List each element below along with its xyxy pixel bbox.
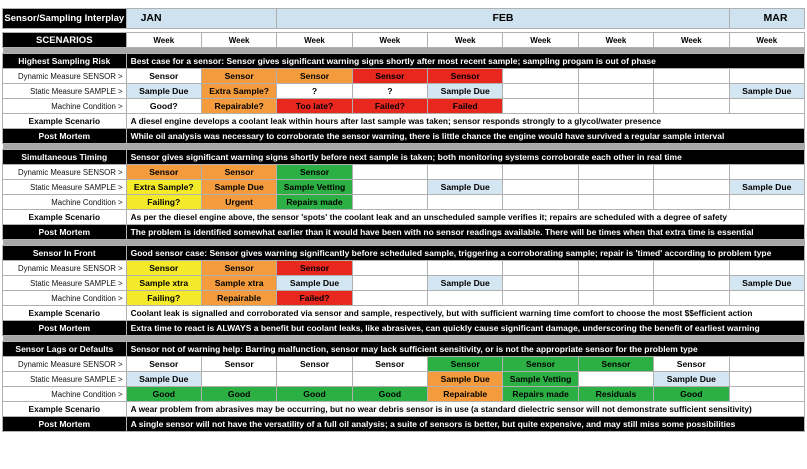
status-cell <box>578 372 653 387</box>
status-cell: Sample Due <box>126 84 201 99</box>
status-cell: ? <box>277 84 352 99</box>
dynamic-row <box>3 165 805 180</box>
section-title: Highest Sampling Risk <box>3 54 127 69</box>
status-cell <box>503 276 578 291</box>
status-cell: Sample xtra <box>201 276 276 291</box>
status-cell: Good <box>352 387 427 402</box>
static-row-label: Static Measure SAMPLE > <box>3 276 127 291</box>
section-title: Simultaneous Timing <box>3 150 127 165</box>
status-cell <box>578 165 653 180</box>
status-cell <box>654 165 729 180</box>
status-cell: Sample Due <box>729 84 804 99</box>
machine-row <box>3 291 805 306</box>
example-label: Example Scenario <box>3 402 127 417</box>
post-mortem-text: A single sensor will not have the versatility of a full oil analysis; a suite of sensors is better, but quite expensive, and may still miss some possibilities <box>126 417 804 432</box>
status-cell <box>578 99 653 114</box>
section-title: Sensor Lags or Defaults <box>3 342 127 357</box>
section-title-row <box>3 54 805 69</box>
status-cell: Sensor <box>578 357 653 372</box>
dynamic-row-label: Dynamic Measure SENSOR > <box>3 357 127 372</box>
status-cell: ? <box>352 84 427 99</box>
status-cell <box>428 261 503 276</box>
status-cell <box>654 276 729 291</box>
post-mortem-text: The problem is identified somewhat earlier than it would have been with no sensor readings available. There will be times when that extra time is essential <box>126 225 804 240</box>
static-row <box>3 276 805 291</box>
status-cell <box>729 372 804 387</box>
status-cell: Sample Vetting <box>277 180 352 195</box>
status-cell: Extra Sample? <box>201 84 276 99</box>
section-description: Best case for a sensor: Sensor gives significant warning signs shortly after most recent sample; sampling progam is out of phase <box>126 54 804 69</box>
status-cell: Good <box>201 387 276 402</box>
status-cell <box>503 291 578 306</box>
status-cell: Sample Vetting <box>503 372 578 387</box>
machine-row-label: Machine Condition > <box>3 99 127 114</box>
example-label: Example Scenario <box>3 306 127 321</box>
status-cell <box>578 84 653 99</box>
status-cell <box>503 69 578 84</box>
static-row <box>3 84 805 99</box>
section-title-row <box>3 246 805 261</box>
status-cell: Failed? <box>277 291 352 306</box>
status-cell <box>578 180 653 195</box>
status-cell: Good <box>277 387 352 402</box>
machine-row-label: Machine Condition > <box>3 387 127 402</box>
post-mortem-row <box>3 225 805 240</box>
status-cell <box>503 195 578 210</box>
status-cell: Sample Due <box>654 372 729 387</box>
static-row <box>3 372 805 387</box>
example-text: As per the diesel engine above, the sensor 'spots' the coolant leak and an unscheduled sample verifies it; repairs are scheduled with a degree of safety <box>126 210 804 225</box>
status-cell <box>578 291 653 306</box>
status-cell: Failed <box>428 99 503 114</box>
section-description: Good sensor case: Sensor gives warning significantly before scheduled sample, triggering a corroborating sample; repair is 'timed' according to problem type <box>126 246 804 261</box>
status-cell: Sensor <box>352 357 427 372</box>
status-cell <box>729 387 804 402</box>
status-cell: Sensor <box>277 165 352 180</box>
status-cell <box>729 195 804 210</box>
status-cell: Sensor <box>277 69 352 84</box>
example-row <box>3 114 805 129</box>
dynamic-row <box>3 261 805 276</box>
status-cell: Repairs made <box>277 195 352 210</box>
machine-row-label: Machine Condition > <box>3 291 127 306</box>
status-cell: Sensor <box>201 69 276 84</box>
post-mortem-text: Extra time to react is ALWAYS a benefit but coolant leaks, like abrasives, can quickly cause significant damage, underscoring the benefit of earliest warning <box>126 321 804 336</box>
week-label: Week <box>654 33 729 48</box>
example-row <box>3 306 805 321</box>
dynamic-row-label: Dynamic Measure SENSOR > <box>3 165 127 180</box>
status-cell <box>654 84 729 99</box>
status-cell: Sample Due <box>428 372 503 387</box>
status-cell: Sample Due <box>428 180 503 195</box>
static-row <box>3 180 805 195</box>
status-cell: Sensor <box>428 357 503 372</box>
status-cell <box>277 372 352 387</box>
status-cell <box>503 99 578 114</box>
status-cell: Sample Due <box>201 180 276 195</box>
status-cell <box>428 195 503 210</box>
sensor-sampling-grid <box>2 8 805 432</box>
scenarios-row <box>3 33 805 48</box>
status-cell: Residuals <box>578 387 653 402</box>
status-cell: Sensor <box>277 357 352 372</box>
status-cell: Good? <box>126 99 201 114</box>
machine-row <box>3 387 805 402</box>
static-row-label: Static Measure SAMPLE > <box>3 180 127 195</box>
month-jan: JAN <box>126 9 277 29</box>
status-cell: Urgent <box>201 195 276 210</box>
status-cell: Sample Due <box>729 276 804 291</box>
section-description: Sensor not of warning help: Barring malfunction, sensor may lack sufficient sensitivity, or is not the appropriate sensor for the problem type <box>126 342 804 357</box>
status-cell <box>503 261 578 276</box>
post-mortem-label: Post Mortem <box>3 417 127 432</box>
status-cell <box>428 165 503 180</box>
status-cell <box>503 180 578 195</box>
machine-row-label: Machine Condition > <box>3 195 127 210</box>
status-cell <box>428 291 503 306</box>
header-row <box>3 9 805 29</box>
table-title: Sensor/Sampling Interplay <box>3 9 127 29</box>
status-cell: Sensor <box>352 69 427 84</box>
static-row-label: Static Measure SAMPLE > <box>3 372 127 387</box>
status-cell <box>654 99 729 114</box>
post-mortem-label: Post Mortem <box>3 225 127 240</box>
example-row <box>3 402 805 417</box>
post-mortem-label: Post Mortem <box>3 321 127 336</box>
month-feb: FEB <box>277 9 729 29</box>
status-cell: Sensor <box>277 261 352 276</box>
status-cell: Sample Due <box>729 180 804 195</box>
post-mortem-label: Post Mortem <box>3 129 127 144</box>
status-cell: Sensor <box>201 261 276 276</box>
status-cell: Repairable <box>428 387 503 402</box>
example-row <box>3 210 805 225</box>
status-cell: Good <box>126 387 201 402</box>
status-cell <box>352 372 427 387</box>
status-cell: Sensor <box>428 69 503 84</box>
status-cell <box>729 165 804 180</box>
status-cell <box>352 276 427 291</box>
status-cell <box>729 291 804 306</box>
week-label: Week <box>729 33 804 48</box>
example-text: Coolant leak is signalled and corroborated via sensor and sample, respectively, but with sufficient warning time comfort to choose the most $$efficient action <box>126 306 804 321</box>
status-cell <box>352 165 427 180</box>
status-cell <box>352 180 427 195</box>
example-label: Example Scenario <box>3 210 127 225</box>
week-label: Week <box>277 33 352 48</box>
status-cell <box>729 357 804 372</box>
section-title-row <box>3 342 805 357</box>
status-cell: Failing? <box>126 195 201 210</box>
post-mortem-text: While oil analysis was necessary to corroborate the sensor warning, there is little chance the engine would have survived a regular sample interval <box>126 129 804 144</box>
status-cell: Sensor <box>201 165 276 180</box>
post-mortem-row <box>3 417 805 432</box>
status-cell: Too late? <box>277 99 352 114</box>
status-cell <box>729 69 804 84</box>
section-title: Sensor In Front <box>3 246 127 261</box>
example-text: A diesel engine develops a coolant leak within hours after last sample was taken; sensor responds strongly to a glycol/water presence <box>126 114 804 129</box>
status-cell: Sensor <box>126 69 201 84</box>
status-cell <box>654 195 729 210</box>
status-cell <box>654 69 729 84</box>
status-cell: Extra Sample? <box>126 180 201 195</box>
machine-row <box>3 99 805 114</box>
status-cell: Good <box>654 387 729 402</box>
dynamic-row <box>3 357 805 372</box>
section-title-row <box>3 150 805 165</box>
status-cell: Sensor <box>201 357 276 372</box>
status-cell <box>654 261 729 276</box>
status-cell: Failed? <box>352 99 427 114</box>
example-text: A wear problem from abrasives may be occurring, but no wear debris sensor is in use (a standard dielectric sensor will not demonstrate sufficient sensitivity) <box>126 402 804 417</box>
status-cell: Repairable <box>201 291 276 306</box>
dynamic-row-label: Dynamic Measure SENSOR > <box>3 69 127 84</box>
status-cell: Sample Due <box>126 372 201 387</box>
status-cell <box>729 261 804 276</box>
example-label: Example Scenario <box>3 114 127 129</box>
status-cell <box>654 180 729 195</box>
status-cell <box>503 84 578 99</box>
status-cell <box>201 372 276 387</box>
week-label: Week <box>352 33 427 48</box>
status-cell: Sample xtra <box>126 276 201 291</box>
status-cell: Sample Due <box>428 276 503 291</box>
status-cell <box>729 99 804 114</box>
status-cell <box>352 261 427 276</box>
status-cell: Sensor <box>126 261 201 276</box>
dynamic-row-label: Dynamic Measure SENSOR > <box>3 261 127 276</box>
status-cell <box>578 261 653 276</box>
status-cell <box>352 195 427 210</box>
status-cell: Sample Due <box>277 276 352 291</box>
dynamic-row <box>3 69 805 84</box>
status-cell <box>654 291 729 306</box>
status-cell: Repairs made <box>503 387 578 402</box>
week-label: Week <box>126 33 201 48</box>
status-cell: Repairable? <box>201 99 276 114</box>
post-mortem-row <box>3 129 805 144</box>
status-cell: Failing? <box>126 291 201 306</box>
section-description: Sensor gives significant warning signs shortly before next sample is taken; both monitoring systems corroborate each other in real time <box>126 150 804 165</box>
post-mortem-row <box>3 321 805 336</box>
status-cell: Sensor <box>126 357 201 372</box>
month-mar: MAR <box>729 9 804 29</box>
week-label: Week <box>428 33 503 48</box>
status-cell: Sample Due <box>428 84 503 99</box>
status-cell: Sensor <box>503 357 578 372</box>
status-cell: Sensor <box>126 165 201 180</box>
status-cell <box>578 195 653 210</box>
scenarios-label: SCENARIOS <box>3 33 127 48</box>
status-cell <box>352 291 427 306</box>
week-label: Week <box>503 33 578 48</box>
static-row-label: Static Measure SAMPLE > <box>3 84 127 99</box>
status-cell: Sensor <box>654 357 729 372</box>
week-label: Week <box>578 33 653 48</box>
status-cell <box>578 276 653 291</box>
status-cell <box>503 165 578 180</box>
week-label: Week <box>201 33 276 48</box>
machine-row <box>3 195 805 210</box>
status-cell <box>578 69 653 84</box>
